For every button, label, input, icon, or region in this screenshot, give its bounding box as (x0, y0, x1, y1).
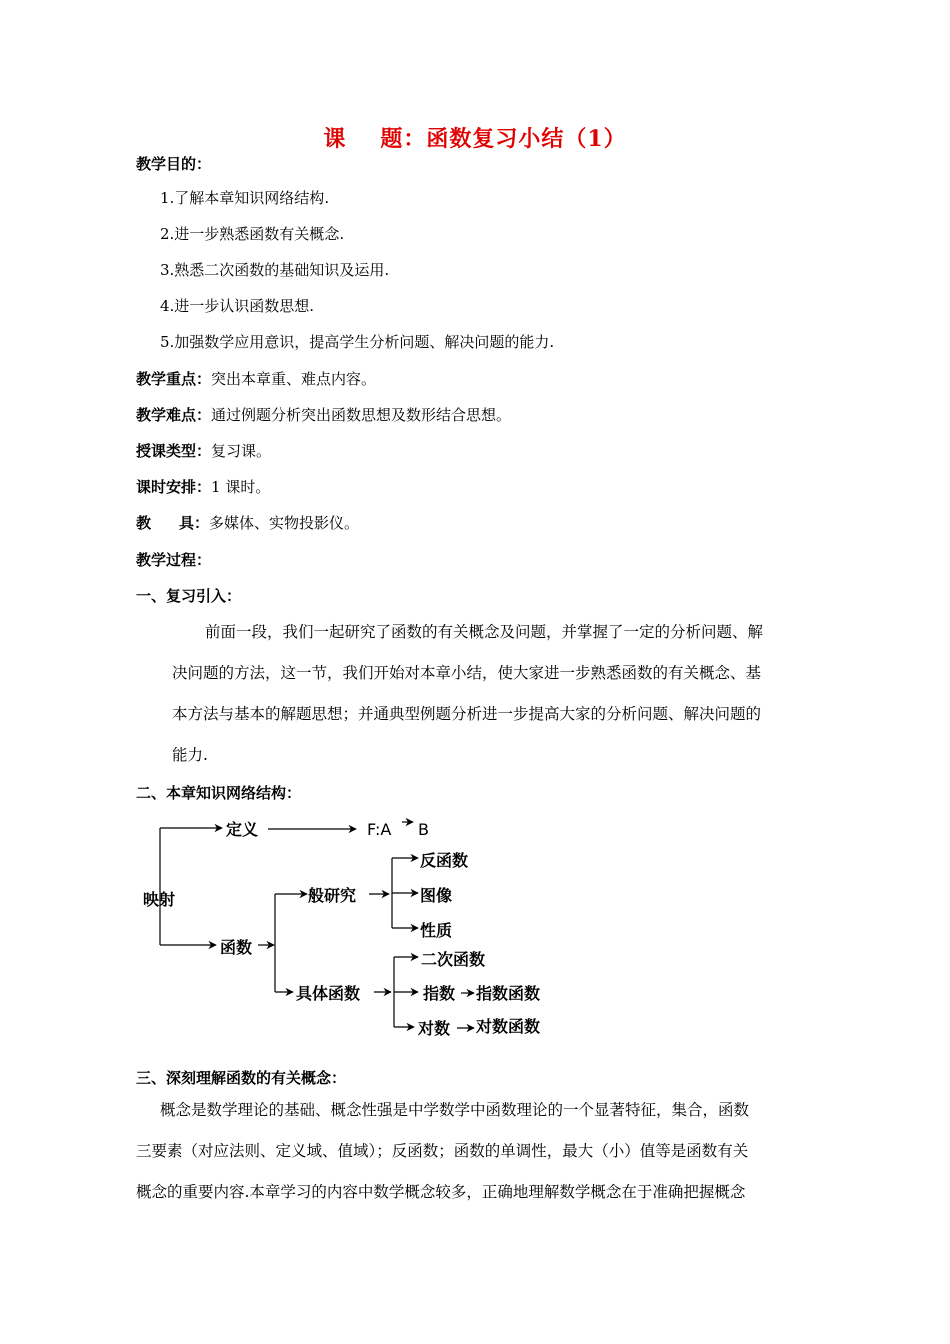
node-b: B (418, 820, 429, 839)
title-part-2: 题：函数复习小结（1） (380, 126, 627, 152)
section1-line: 本方法与基本的解题思想；并通典型例题分析进一步提高大家的分析问题、解决问题的 (172, 705, 762, 723)
node-graph: 图像 (420, 886, 453, 905)
objective-item: 3.熟悉二次函数的基础知识及运用. (160, 261, 390, 279)
objective-item: 2.进一步熟悉函数有关概念. (160, 225, 345, 243)
node-f-a: F:A (367, 820, 392, 839)
node-property: 性质 (420, 921, 453, 940)
section3-line: 概念是数学理论的基础、概念性强是中学数学中函数理论的一个显著特征，集合，函数 (160, 1101, 750, 1119)
tools-value: 多媒体、实物投影仪。 (209, 514, 360, 532)
node-inverse: 反函数 (420, 851, 469, 870)
node-log: 对数 (418, 1019, 451, 1038)
key-points-value: 突出本章重、难点内容。 (211, 370, 377, 388)
section1-line: 前面一段，我们一起研究了函数的有关概念及问题，并掌握了一定的分析问题、解 (205, 623, 764, 641)
section3-line: 概念的重要内容.本章学习的内容中数学概念较多，正确地理解数学概念在于准确把握概念 (136, 1183, 746, 1201)
schedule-label: 课时安排： (136, 478, 212, 496)
objective-item: 1.了解本章知识网络结构. (160, 189, 330, 207)
tools-label-a: 教 (136, 514, 152, 532)
lesson-type-label: 授课类型： (136, 442, 212, 460)
section1-line: 决问题的方法，这一节，我们开始对本章小结，使大家进一步熟悉函数的有关概念、基 (172, 664, 762, 682)
node-mapping: 映射 (143, 890, 176, 909)
lesson-type-value: 复习课。 (211, 442, 272, 460)
section1-heading: 一、复习引入： (136, 587, 242, 605)
node-quadratic: 二次函数 (421, 950, 486, 969)
key-points-label: 教学重点： (136, 370, 212, 388)
difficulties-value: 通过例题分析突出函数思想及数形结合思想。 (211, 406, 512, 424)
objective-item: 5.加强数学应用意识，提高学生分析问题、解决问题的能力. (160, 333, 555, 351)
objective-item: 4.进一步认识函数思想. (160, 297, 315, 315)
section3-heading: 三、深刻理解函数的有关概念： (136, 1069, 347, 1087)
schedule-value: 1 课时。 (211, 478, 271, 496)
node-definition: 定义 (226, 820, 259, 839)
section1-line: 能力. (172, 746, 208, 764)
node-exponent: 指数 (423, 984, 456, 1003)
tools-label-b: 具： (179, 514, 210, 532)
node-exp-func: 指数函数 (476, 984, 541, 1003)
section2-heading: 二、本章知识网络结构： (136, 784, 302, 802)
difficulties-label: 教学难点： (136, 406, 212, 424)
process-heading: 教学过程： (136, 551, 212, 569)
node-log-func: 对数函数 (476, 1017, 541, 1036)
objectives-heading: 教学目的： (136, 155, 212, 173)
section3-line: 三要素（对应法则、定义域、值域）；反函数；函数的单调性，最大（小）值等是函数有关 (136, 1142, 749, 1160)
title-part-1: 课 (323, 126, 347, 152)
node-specific: 具体函数 (296, 984, 361, 1003)
node-function: 函数 (220, 938, 253, 957)
node-general-study: 般研究 (308, 886, 357, 905)
